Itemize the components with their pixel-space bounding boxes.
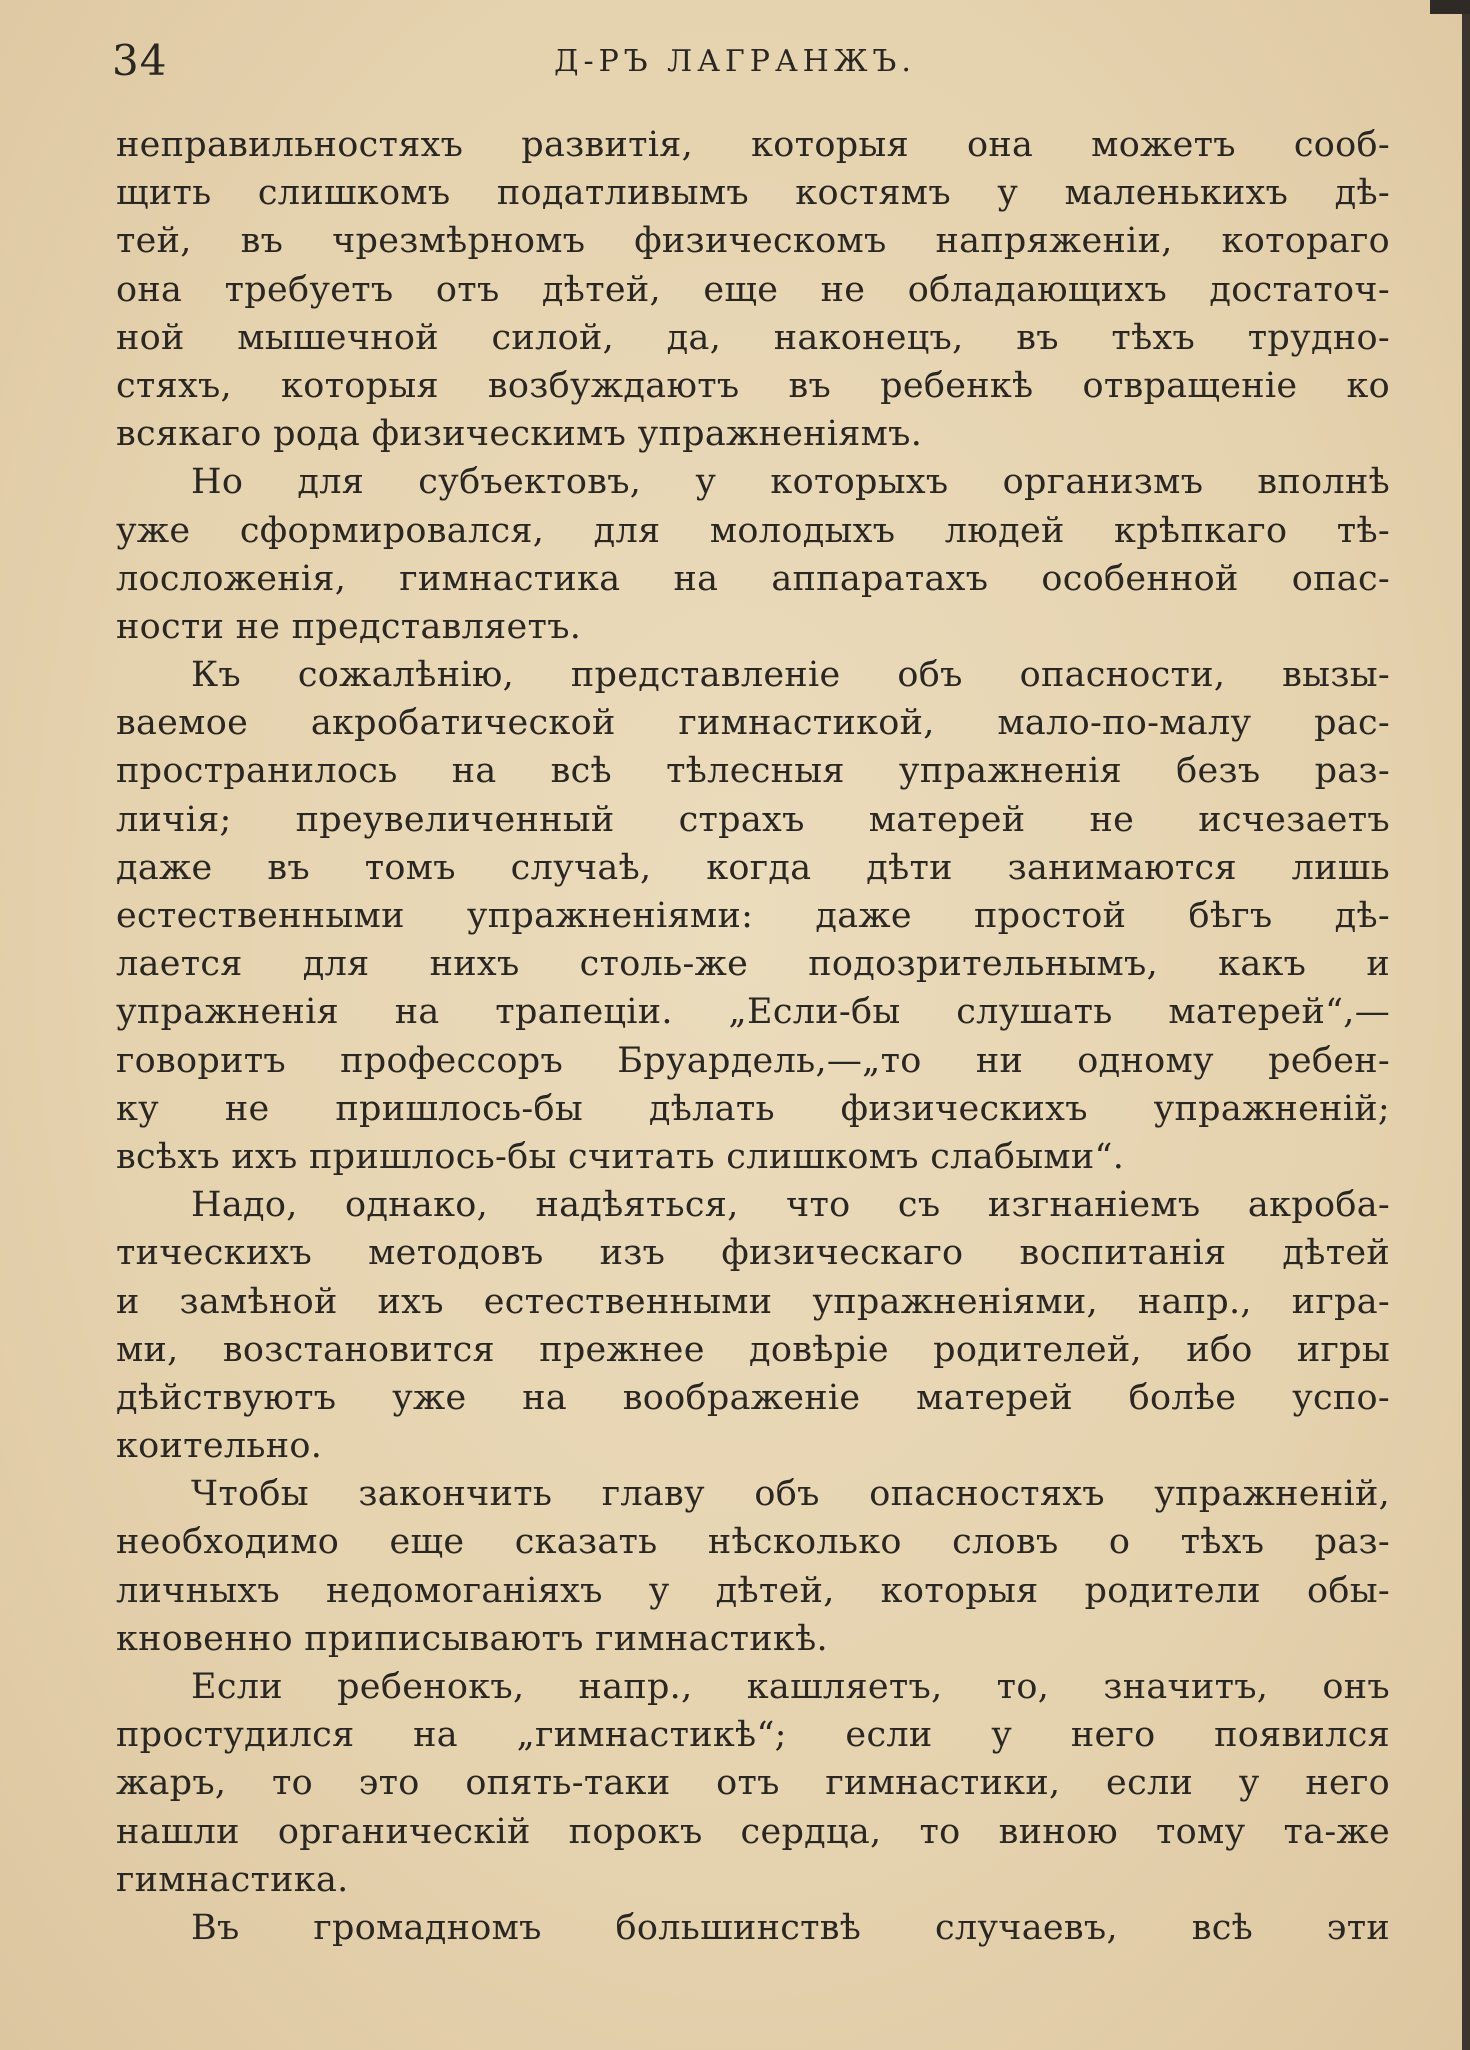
- text-line: ку не пришлось-бы дѣлать физическихъ упражненій;: [116, 1088, 1390, 1129]
- running-title: Д-РЪ ЛАГРАНЖЪ.: [554, 44, 916, 79]
- text-line: жаръ, то это опять-таки отъ гимнастики, если у него: [116, 1763, 1390, 1804]
- text-line: всѣхъ ихъ пришлось-бы считать слишкомъ слабыми“.: [116, 1136, 1125, 1177]
- text-line: лается для нихъ столь-же подозрительнымъ, какъ и: [116, 944, 1390, 985]
- text-line: личныхъ недомоганіяхъ у дѣтей, которыя родители обы-: [116, 1570, 1390, 1611]
- text-line: и замѣной ихъ естественными упражненіями, напр., игра-: [116, 1281, 1390, 1322]
- text-line: ваемое акробатической гимнастикой, мало-по-малу рас-: [116, 703, 1390, 744]
- paragraph-first-line: Если ребенокъ, напр., кашляетъ, то, значитъ, онъ: [191, 1667, 1390, 1707]
- paragraph-first-line: Въ громадномъ большинствѣ случаевъ, всѣ эти: [191, 1907, 1390, 1948]
- text-line: щить слишкомъ податливымъ костямъ у маленькихъ дѣ-: [116, 173, 1390, 214]
- text-line: говоритъ профессоръ Бруардель,—„то ни одному ребен-: [116, 1040, 1390, 1081]
- text-line: тей, въ чрезмѣрномъ физическомъ напряженіи, котораго: [116, 221, 1390, 262]
- text-line: кновенно приписываютъ гимнастикѣ.: [116, 1618, 828, 1659]
- text-line: ности не представляетъ.: [116, 606, 582, 647]
- text-line: уже сформировался, для молодыхъ людей крѣпкаго тѣ-: [116, 510, 1390, 551]
- text-line: она требуетъ отъ дѣтей, еще не обладающихъ достаточ-: [116, 269, 1390, 310]
- text-line: личія; преувеличенный страхъ матерей не исчезаетъ: [116, 799, 1390, 840]
- text-line: необходимо еще сказать нѣсколько словъ о тѣхъ раз-: [116, 1522, 1390, 1563]
- text-line: нашли органическій порокъ сердца, то виною тому та-же: [116, 1811, 1390, 1852]
- paragraph-first-line: Надо, однако, надѣяться, что съ изгнаніемъ акроба-: [191, 1185, 1390, 1226]
- text-line: лосложенія, гимнастика на аппаратахъ особенной опас-: [116, 558, 1390, 599]
- paragraph-first-line: Чтобы закончить главу объ опасностяхъ упражненій,: [191, 1474, 1390, 1515]
- text-line: дѣйствуютъ уже на воображеніе матерей болѣе успо-: [116, 1377, 1390, 1418]
- text-line: простудился на „гимнастикѣ“; если у него появился: [116, 1715, 1390, 1756]
- text-line: упражненія на трапеціи. „Если-бы слушать матерей“,—: [116, 992, 1390, 1033]
- page-corner-shadow: [1430, 0, 1470, 14]
- body-text: [116, 121, 1390, 1952]
- text-line: даже въ томъ случаѣ, когда дѣти занимаются лишь: [116, 847, 1390, 888]
- text-line: гимнастика.: [116, 1859, 349, 1900]
- text-line: коительно.: [116, 1426, 323, 1467]
- text-line: неправильностяхъ развитія, которыя она можетъ сооб-: [116, 125, 1390, 165]
- text-line: всякаго рода физическимъ упражненіямъ.: [116, 414, 923, 455]
- text-line: естественными упражненіями: даже простой бѣгъ дѣ-: [116, 896, 1390, 936]
- text-line: ной мышечной силой, да, наконецъ, въ тѣхъ трудно-: [116, 317, 1390, 358]
- paragraph-first-line: Къ сожалѣнію, представленіе объ опасности, вызы-: [191, 655, 1390, 696]
- paragraph-first-line: Но для субъектовъ, у которыхъ организмъ вполнѣ: [191, 462, 1390, 503]
- text-line: стяхъ, которыя возбуждаютъ въ ребенкѣ отвращеніе ко: [116, 365, 1390, 406]
- page-number: 34: [112, 36, 168, 85]
- page-edge-shadow: [1462, 0, 1470, 2050]
- text-line: ми, возстановится прежнее довѣріе родителей, ибо игры: [116, 1329, 1390, 1370]
- text-line: пространилось на всѣ тѣлесныя упражненія безъ раз-: [116, 751, 1390, 792]
- text-line: тическихъ методовъ изъ физическаго воспитанія дѣтей: [116, 1233, 1390, 1274]
